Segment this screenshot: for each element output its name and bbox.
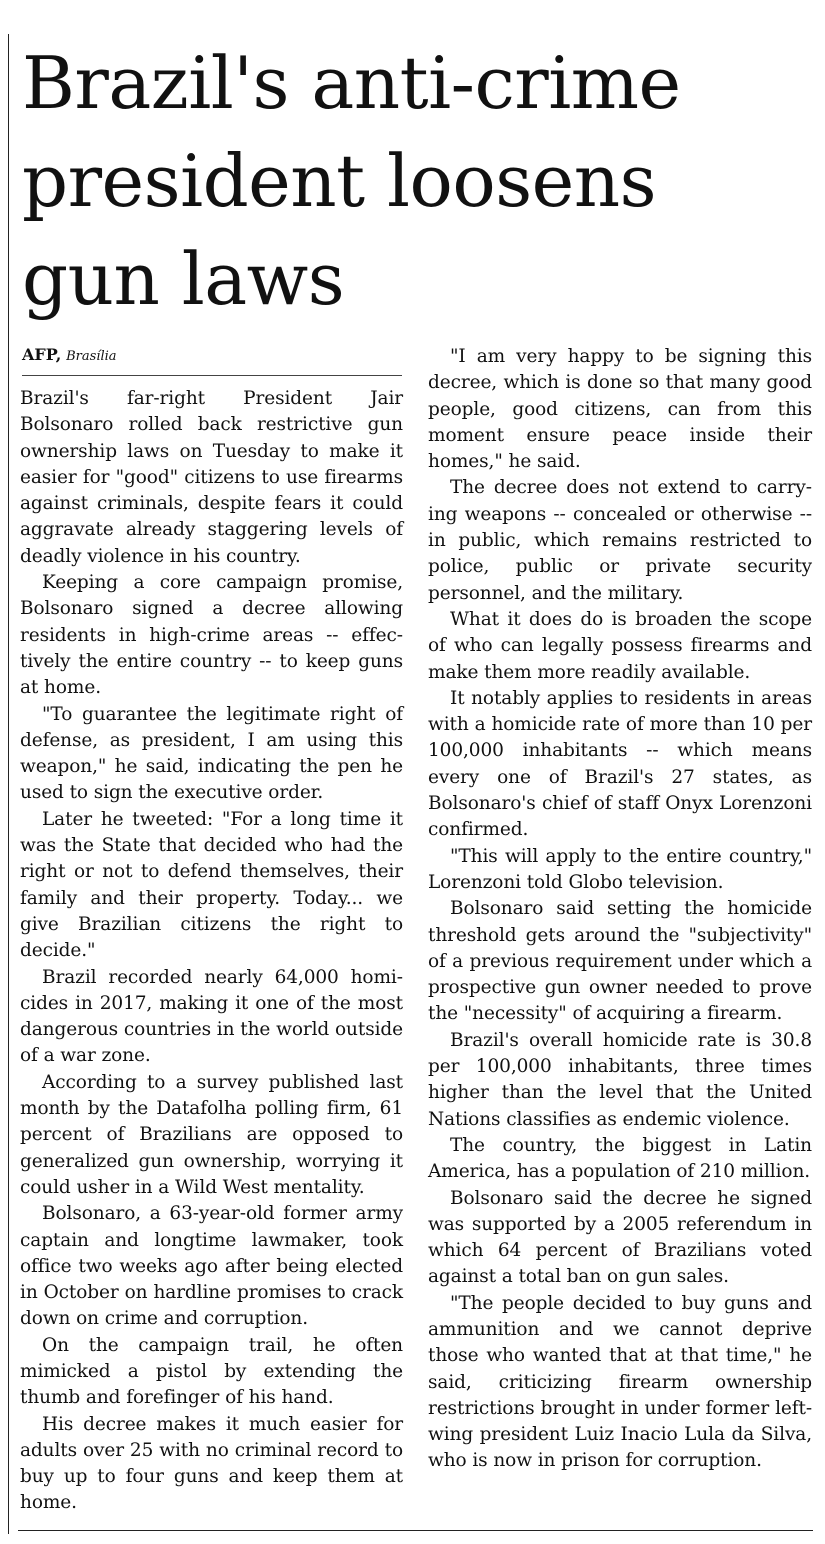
byline-agency: AFP,: [22, 345, 62, 364]
article-headline: Brazil's anti-crime president loosens gun laws: [22, 41, 681, 321]
article-paragraph: The decree does not extend to carrying weapons -- concealed or otherwise -- in public, which remains restricted to police, public or private security personnel, and the military.: [428, 477, 812, 604]
article-paragraph: Keeping a core campaign promise, Bolsonaro signed a decree allowing residents in high-crime areas -- effectively the entire country -- to keep guns at home.: [20, 572, 403, 699]
article-column-right: [428, 344, 812, 1475]
article-paragraph: "I am very happy to be signing this decree, which is done so that many good people, good citizens, can from this moment ensure peace inside their homes," he said.: [428, 346, 812, 473]
article-paragraph: Later he tweeted: "For a long time it was the State that decided who had the right or not to defend themselves, their family and their property. Today... we give Brazilian citizens the right to decide.": [20, 808, 403, 962]
article-column-left: [20, 386, 403, 1517]
article-paragraph: On the campaign trail, he often mimicked a pistol by extending the thumb and forefinger of his hand.: [20, 1334, 403, 1409]
article-paragraph: His decree makes it much easier for adults over 25 with no criminal record to buy up to four guns and keep them at home.: [20, 1413, 403, 1514]
article-paragraph: Bolsonaro said setting the homicide threshold gets around the "subjectivity" of a previous requirement under which a prospective gun owner needed to prove the "necessity" of acquiring a firearm.: [428, 898, 812, 1025]
bottom-rule: [18, 1530, 813, 1531]
article-paragraph: "This will apply to the entire country," Lorenzoni told Globo television.: [428, 845, 812, 893]
article-paragraph: Brazil's overall homicide rate is 30.8 per 100,000 inhabitants, three times higher than the level that the United Nations classifies as endemic violence.: [428, 1029, 812, 1130]
article-paragraph: Bolsonaro, a 63-year-old former army captain and longtime lawmaker, took office two weeks ago after being elected in October on hardline promises to crack down on crime and corruption.: [20, 1203, 403, 1330]
article-paragraph: "The people decided to buy guns and ammunition and we cannot deprive those who wanted that at that time," he said, criticizing firearm ownership restrictions brought in under former left-wing president Luiz Inacio Lula da Silva, who is now in prison for corruption.: [428, 1292, 812, 1472]
article-paragraph: The country, the biggest in Latin America, has a population of 210 million.: [428, 1134, 812, 1183]
article-paragraph: Brazil recorded nearly 64,000 homicides in 2017, making it one of the most dangerous countries in the world outside of a war zone.: [20, 966, 403, 1067]
article-paragraph: Bolsonaro said the decree he signed was supported by a 2005 referendum in which 64 percent of Brazilians voted against a total ban on gun sales.: [428, 1187, 812, 1288]
left-column-rule: [8, 34, 9, 1534]
article-paragraph: Brazil's far-right President Jair Bolsonaro rolled back restrictive gun ownership laws on Tuesday to make it easier for "good" citizens to use firearms against criminals, despite fears it could aggravate already staggering levels of deadly violence in his country.: [20, 388, 403, 567]
article-paragraph: "To guarantee the legitimate right of defense, as president, I am using this weapon," he said, indicating the pen he used to sign the executive order.: [20, 703, 403, 804]
byline-dateline: Brasília: [66, 349, 117, 364]
article-paragraph: According to a survey published last month by the Datafolha polling firm, 61 percent of Brazilians are opposed to generalized gun ownership, worrying it could usher in a Wild West mentality.: [20, 1071, 403, 1198]
article-paragraph: What it does do is broaden the scope of who can legally possess firearms and make them more readily available.: [428, 608, 812, 683]
byline: [22, 345, 402, 376]
article-paragraph: It notably applies to residents in areas with a homicide rate of more than 10 per 100,000 inhabitants -- which means every one of Brazil's 27 states, as Bolsonaro's chief of staff Onyx Lorenzoni confirmed.: [428, 687, 812, 841]
